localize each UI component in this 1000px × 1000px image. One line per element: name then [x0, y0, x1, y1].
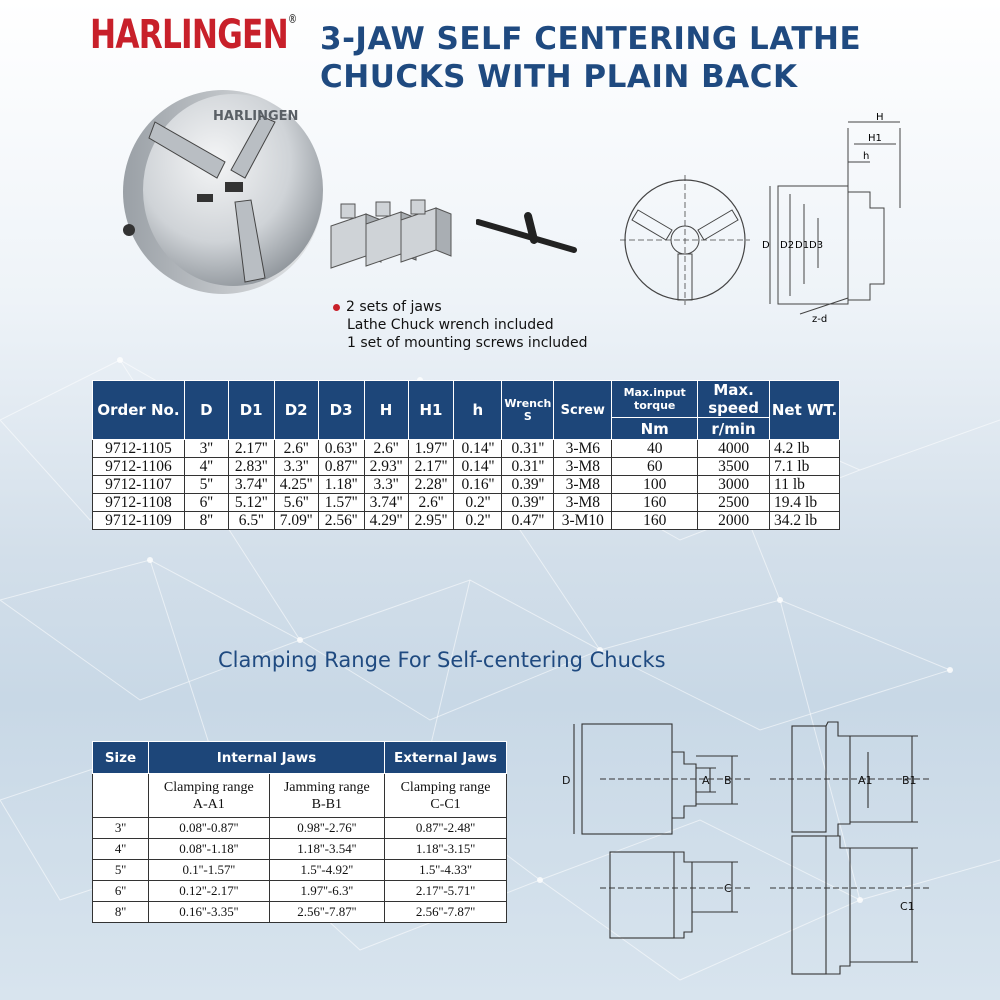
spec-cell: 3-M10	[554, 512, 612, 530]
spec-cell: 2.93''	[364, 458, 408, 476]
spec-cell: 5''	[184, 476, 228, 494]
spec-cell: 9712-1108	[93, 494, 185, 512]
clamp-cell: 4''	[93, 839, 149, 860]
spec-cell: 2.56''	[318, 512, 364, 530]
header-external-jaws: External Jaws	[385, 742, 507, 774]
spec-cell: 7.09''	[274, 512, 318, 530]
clamp-cell: 0.08''-1.18''	[149, 839, 270, 860]
spec-cell: 160	[612, 494, 698, 512]
spec-cell: 11 lb	[770, 476, 840, 494]
clamp-cell: 0.1''-1.57''	[149, 860, 270, 881]
spec-cell: 9712-1105	[93, 440, 185, 458]
included-items-notes	[333, 298, 588, 352]
spec-cell: 4000	[698, 440, 770, 458]
label-D3: D3	[809, 240, 824, 251]
clamp-cell: 1.18''-3.15''	[385, 839, 507, 860]
clamp-cell: 8''	[93, 902, 149, 923]
spec-cell: 4''	[184, 458, 228, 476]
clamp-row	[93, 902, 507, 923]
spec-cell: 3000	[698, 476, 770, 494]
label-D: D	[762, 240, 770, 251]
spec-cell: 4.29''	[364, 512, 408, 530]
clamp-cell: 1.18''-3.54''	[269, 839, 384, 860]
clamp-cell: 1.5''-4.92''	[269, 860, 384, 881]
spec-cell: 0.87''	[318, 458, 364, 476]
spec-cell: 9712-1106	[93, 458, 185, 476]
clamp-cell: 2.56''-7.87''	[269, 902, 384, 923]
title-line-1: 3-JAW SELF CENTERING LATHE	[320, 21, 862, 57]
spec-cell: 1.97''	[408, 440, 454, 458]
chuck-front-drawing	[620, 170, 750, 310]
page-title	[320, 20, 920, 96]
spec-cell: 19.4 lb	[770, 494, 840, 512]
spec-cell: 0.14''	[454, 440, 502, 458]
clamp-cell: 0.16''-3.35''	[149, 902, 270, 923]
header-internal-jaws: Internal Jaws	[149, 742, 385, 774]
header-torque-unit: Nm	[612, 418, 698, 440]
spec-cell: 3.3''	[364, 476, 408, 494]
spec-cell: 0.16''	[454, 476, 502, 494]
header-D2: D2	[274, 381, 318, 440]
spec-cell: 2.17''	[228, 440, 274, 458]
jaw-sets-image	[326, 196, 466, 271]
clamp-cell: 0.87''-2.48''	[385, 818, 507, 839]
spec-cell: 3.74''	[228, 476, 274, 494]
note-wrench: Lathe Chuck wrench included	[347, 317, 554, 333]
spec-cell: 40	[612, 440, 698, 458]
label-h: h	[863, 151, 870, 162]
spec-cell: 0.47''	[502, 512, 554, 530]
header-speed-unit: r/min	[698, 418, 770, 440]
spec-cell: 4.2 lb	[770, 440, 840, 458]
spec-cell: 0.14''	[454, 458, 502, 476]
header-net-weight: Net WT.	[770, 381, 840, 440]
clamp-cell: 3''	[93, 818, 149, 839]
spec-cell: 8''	[184, 512, 228, 530]
spec-cell: 2.83''	[228, 458, 274, 476]
spec-cell: 2.6''	[408, 494, 454, 512]
spec-cell: 0.39''	[502, 494, 554, 512]
clamping-range-table	[92, 741, 507, 923]
clamp-cell: 0.12''-2.17''	[149, 881, 270, 902]
label-H: H	[876, 112, 884, 123]
spec-cell: 6.5''	[228, 512, 274, 530]
header-D3: D3	[318, 381, 364, 440]
spec-cell: 3500	[698, 458, 770, 476]
registered-mark: ®	[287, 12, 297, 26]
spec-cell: 60	[612, 458, 698, 476]
subheader-clamping-a: Clamping range A-A1	[149, 774, 270, 818]
chuck-side-drawing	[760, 108, 910, 328]
spec-cell: 3-M6	[554, 440, 612, 458]
header-speed: Max. speed	[698, 381, 770, 418]
spec-table-body	[93, 440, 840, 530]
spec-cell: 7.1 lb	[770, 458, 840, 476]
header-order-no: Order No.	[93, 381, 185, 440]
spec-cell: 1.18''	[318, 476, 364, 494]
spec-row	[93, 458, 840, 476]
clamp-row	[93, 860, 507, 881]
spec-cell: 2.28''	[408, 476, 454, 494]
clamp-cell: 6''	[93, 881, 149, 902]
header-wrench: Wrench S	[502, 381, 554, 440]
clamp-cell: 2.56''-7.87''	[385, 902, 507, 923]
spec-cell: 2.95''	[408, 512, 454, 530]
header-torque: Max.input torque	[612, 381, 698, 418]
subheader-blank	[93, 774, 149, 818]
clamp-label-B1: B1	[902, 774, 917, 787]
spec-cell: 100	[612, 476, 698, 494]
clamp-label-A1: A1	[858, 774, 873, 787]
spec-cell: 3-M8	[554, 458, 612, 476]
spec-cell: 0.31''	[502, 458, 554, 476]
spec-cell: 160	[612, 512, 698, 530]
spec-cell: 3.74''	[364, 494, 408, 512]
clamp-label-C: C	[724, 882, 732, 895]
clamping-range-drawings	[560, 712, 940, 992]
clamp-label-B: B	[724, 774, 732, 787]
clamp-row	[93, 818, 507, 839]
spec-cell: 34.2 lb	[770, 512, 840, 530]
label-D2: D2	[780, 240, 795, 251]
spec-row	[93, 494, 840, 512]
brand-logo	[90, 12, 296, 58]
spec-cell: 9712-1109	[93, 512, 185, 530]
spec-cell: 2.6''	[274, 440, 318, 458]
bullet-icon	[333, 304, 340, 311]
chuck-engraving: HARLINGEN	[213, 109, 299, 124]
clamp-cell: 1.5''-4.33''	[385, 860, 507, 881]
spec-cell: 5.6''	[274, 494, 318, 512]
clamp-row	[93, 881, 507, 902]
spec-cell: 4.25''	[274, 476, 318, 494]
spec-cell: 6''	[184, 494, 228, 512]
clamp-label-D: D	[562, 774, 571, 787]
clamping-range-title: Clamping Range For Self-centering Chucks	[218, 648, 666, 672]
label-D1: D1	[795, 240, 810, 251]
header-H: H	[364, 381, 408, 440]
spec-cell: 0.2''	[454, 512, 502, 530]
header-screw: Screw	[554, 381, 612, 440]
spec-cell: 1.57''	[318, 494, 364, 512]
header-D1: D1	[228, 381, 274, 440]
spec-cell: 5.12''	[228, 494, 274, 512]
spec-cell: 2.17''	[408, 458, 454, 476]
spec-row	[93, 512, 840, 530]
header-h: h	[454, 381, 502, 440]
spec-cell: 3.3''	[274, 458, 318, 476]
spec-cell: 3-M8	[554, 494, 612, 512]
spec-row	[93, 476, 840, 494]
spec-cell: 3''	[184, 440, 228, 458]
clamp-cell: 1.97''-6.3''	[269, 881, 384, 902]
note-jaws: 2 sets of jaws	[333, 298, 588, 316]
clamp-cell: 5''	[93, 860, 149, 881]
header-size: Size	[93, 742, 149, 774]
spec-table	[92, 380, 840, 530]
spec-cell: 0.63''	[318, 440, 364, 458]
subheader-clamping-c: Clamping range C-C1	[385, 774, 507, 818]
clamping-table-body	[93, 774, 507, 923]
clamp-label-C1: C1	[900, 900, 915, 913]
label-H1: H1	[868, 133, 882, 144]
subheader-jamming-b: Jamming range B-B1	[269, 774, 384, 818]
spec-cell: 2.6''	[364, 440, 408, 458]
lathe-chuck-image	[105, 82, 325, 297]
spec-cell: 2500	[698, 494, 770, 512]
clamp-label-A: A	[702, 774, 710, 787]
label-zd: z-d	[812, 314, 828, 325]
note-screws: 1 set of mounting screws included	[347, 335, 588, 351]
clamp-cell: 0.98''-2.76''	[269, 818, 384, 839]
title-line-2: CHUCKS WITH PLAIN BACK	[320, 59, 798, 95]
brand-name: HARLINGEN	[90, 12, 288, 58]
clamp-cell: 2.17''-5.71''	[385, 881, 507, 902]
clamp-row	[93, 839, 507, 860]
header-D: D	[184, 381, 228, 440]
clamp-cell: 0.08''-0.87''	[149, 818, 270, 839]
spec-cell: 2000	[698, 512, 770, 530]
spec-cell: 0.31''	[502, 440, 554, 458]
spec-cell: 3-M8	[554, 476, 612, 494]
spec-cell: 0.39''	[502, 476, 554, 494]
header-H1: H1	[408, 381, 454, 440]
spec-cell: 0.2''	[454, 494, 502, 512]
spec-cell: 9712-1107	[93, 476, 185, 494]
spec-row	[93, 440, 840, 458]
chuck-wrench-image	[476, 210, 586, 260]
